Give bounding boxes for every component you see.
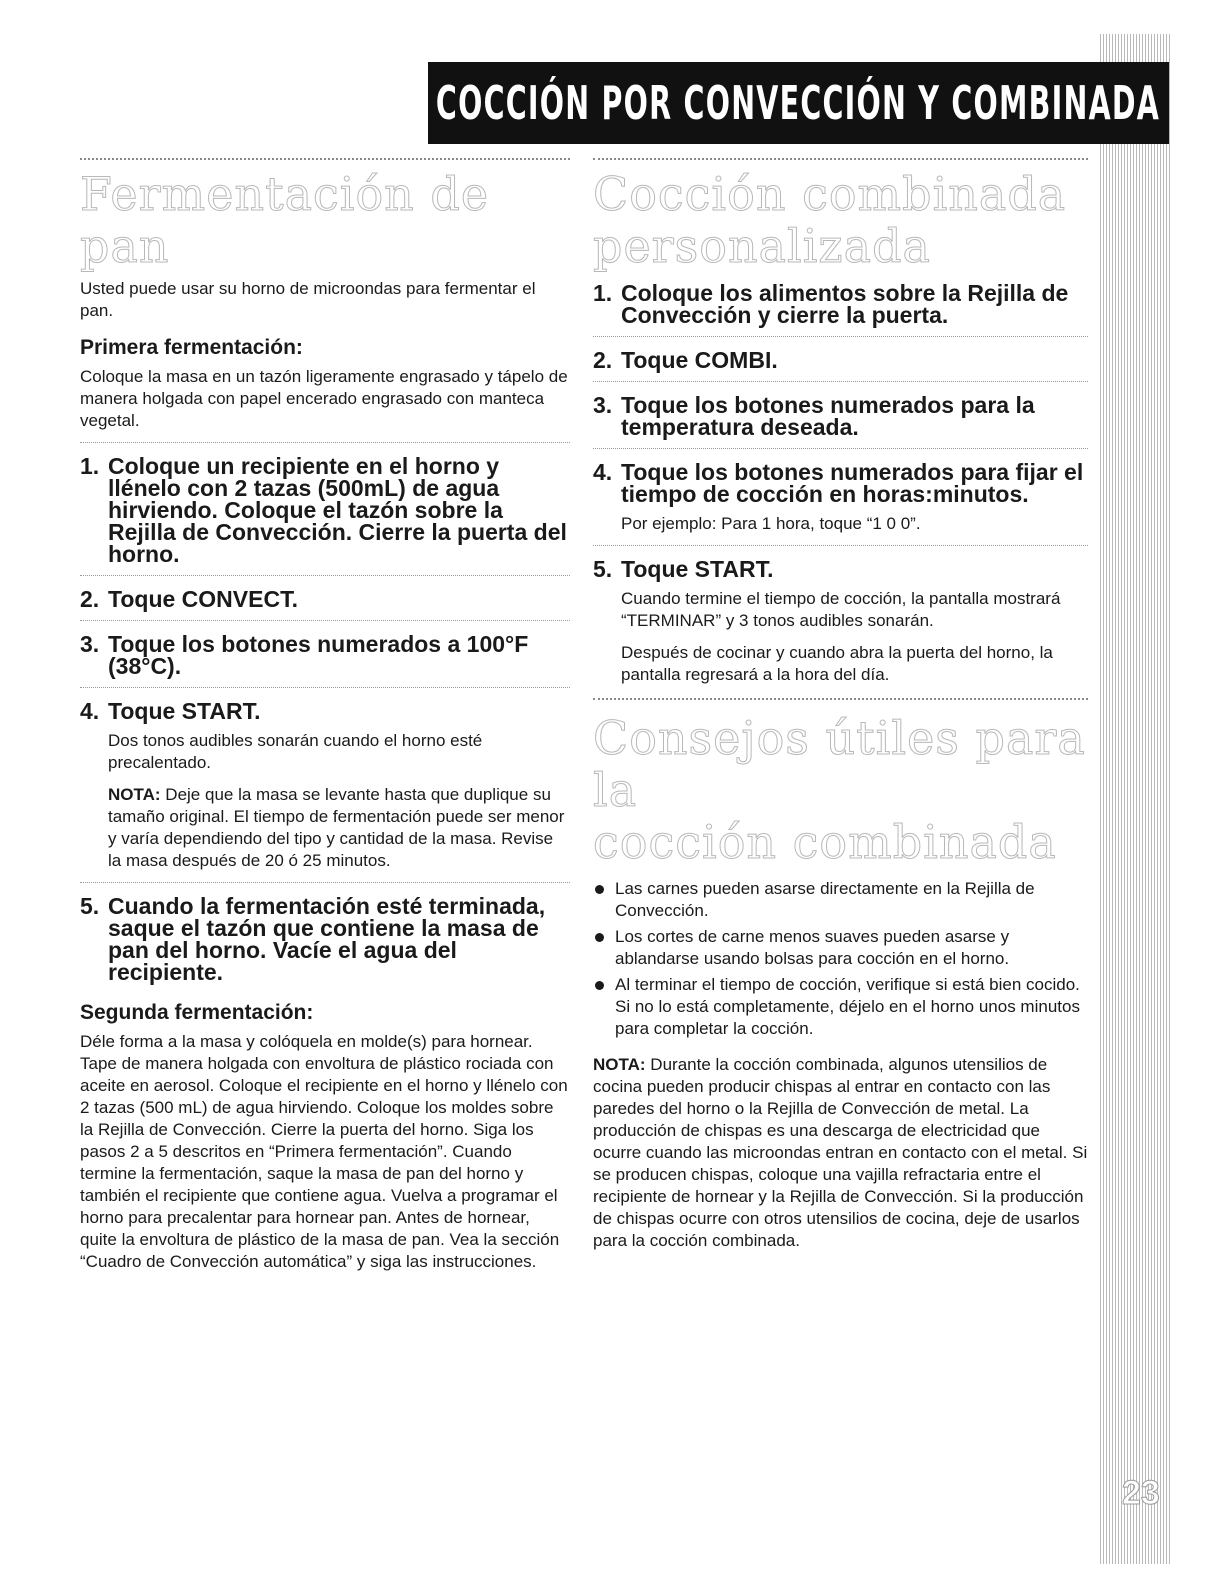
nota-label: NOTA: <box>593 1055 646 1074</box>
tip-item: Las carnes pueden asarse directamente en la Rejilla de Convección. <box>593 878 1088 922</box>
subheading-segunda: Segunda fermentación: <box>80 1001 314 1024</box>
divider <box>593 381 1088 382</box>
divider <box>80 442 570 443</box>
divider <box>80 575 570 576</box>
divider <box>80 620 570 621</box>
segunda-text: Déle forma a la masa y colóquela en molde(s) para hornear. Tape de manera holgada con envoltura de plástico rociada con aceite en aerosol. Coloque el recipiente en el horno y llénelo con 2 tazas (500 mL) de agua hirviendo. Coloque los moldes sobre la Rejilla de Convección. Cierre la puerta del horno. Siga los pasos 2 a 5 descritos en “Primera fermentación”. Cuando termine la fermentación, saque la masa de pan del horno y también el recipiente que contiene agua. Vuelva a programar el horno para precalentar para hornear pan. Antes de hornear, quite la envoltura de plástico de la masa de pan. Vea la sección “Cuadro de Convección automática” y siga las instrucciones. <box>80 1032 568 1271</box>
combi-step-4: 4. Toque los botones numerados para fijar el tiempo de cocción en horas:minutos. <box>593 459 1084 507</box>
divider <box>80 158 570 160</box>
decorative-side-stripe <box>1100 34 1172 1564</box>
step-5: 5. Cuando la fermentación esté terminada, saque el tazón que contiene la masa de pan del horno. Vacíe el agua del recipiente. <box>80 893 546 985</box>
divider <box>593 158 1088 160</box>
combi-nota: NOTA: Durante la cocción combinada, algunos utensilios de cocina pueden producir chispas al entrar en contacto con las paredes del horno o la Rejilla de Convección de metal. La producción de chispas es una descarga de electricidad que ocurre cuando las microondas entran en contacto con el metal. Si se producen chispas, coloque una vajilla refractaria entre el recipiente de hornear y la Rejilla de Convección. Si la producción de chispas ocurre con otros utensilios de cocina, deje de usarlos para la cocción combinada. <box>593 1055 1088 1250</box>
subheading-primera: Primera fermentación: <box>80 336 303 359</box>
left-column <box>80 168 570 1283</box>
step-2: 2. Toque CONVECT. <box>80 586 298 612</box>
divider <box>593 698 1088 700</box>
combi-step-3: 3. Toque los botones numerados para la temperatura deseada. <box>593 392 1035 440</box>
step-4: 4. Toque START. <box>80 698 261 724</box>
tips-list <box>593 878 1088 1040</box>
tip-item: Los cortes de carne menos suaves pueden asarse y ablandarse usando bolsas para cocción en el horno. <box>593 926 1088 970</box>
section-title-coccion: Cocción combinada <box>593 167 1067 221</box>
section-title-consejos: Consejos útiles para la <box>593 711 1086 817</box>
divider <box>593 448 1088 449</box>
section-title-coccion-combinada: cocción combinada <box>593 815 1057 869</box>
step-3: 3. Toque los botones numerados a 100°F (38°C). <box>80 631 529 679</box>
header-title: COCCIÓN POR CONVECCIÓN Y COMBINADA <box>436 76 1161 130</box>
divider <box>593 336 1088 337</box>
divider <box>80 882 570 883</box>
combi-step-2: 2. Toque COMBI. <box>593 347 778 373</box>
combi-step-4-details: Por ejemplo: Para 1 hora, toque “1 0 0”. <box>621 514 921 533</box>
section-title-personalizada: personalizada <box>593 219 931 273</box>
intro-text: Usted puede usar su horno de microondas para fermentar el pan. <box>80 279 536 320</box>
primera-text: Coloque la masa en un tazón ligeramente engrasado y tápelo de manera holgada con papel encerado engrasado con manteca vegetal. <box>80 367 568 430</box>
divider <box>593 545 1088 546</box>
tip-item: Al terminar el tiempo de cocción, verifique si está bien cocido. Si no lo está completamente, déjelo en el horno unos minutos para completar la cocción. <box>593 974 1088 1040</box>
combi-step-5: 5. Toque START. <box>593 556 774 582</box>
combi-step-1: 1. Coloque los alimentos sobre la Rejilla de Convección y cierre la puerta. <box>593 280 1069 328</box>
combi-step-5-details: Cuando termine el tiempo de cocción, la pantalla mostrará “TERMINAR” y 3 tonos audibles sonarán. Después de cocinar y cuando abra la puerta del horno, la pantalla regresará a la hora del día. <box>621 589 1061 684</box>
section-title-fermentacion: Fermentación de pan <box>80 167 490 273</box>
step-1: 1. Coloque un recipiente en el horno y llénelo con 2 tazas (500mL) de agua hirviendo. Coloque el tazón sobre la Rejilla de Convección. Cierre la puerta del horno. <box>80 453 567 567</box>
right-column <box>593 168 1088 1262</box>
page-number: 23 <box>1122 1474 1160 1512</box>
step-4-details: Dos tonos audibles sonarán cuando el horno esté precalentado. NOTA: Deje que la masa se levante hasta que duplique su tamaño original. El tiempo de fermentación puede ser menor y varía dependiendo del tipo y cantidad de la masa. Revise la masa después de 20 ó 25 minutos. <box>108 731 565 870</box>
divider <box>80 687 570 688</box>
page-header <box>428 62 1169 144</box>
nota-label: NOTA: <box>108 785 161 804</box>
